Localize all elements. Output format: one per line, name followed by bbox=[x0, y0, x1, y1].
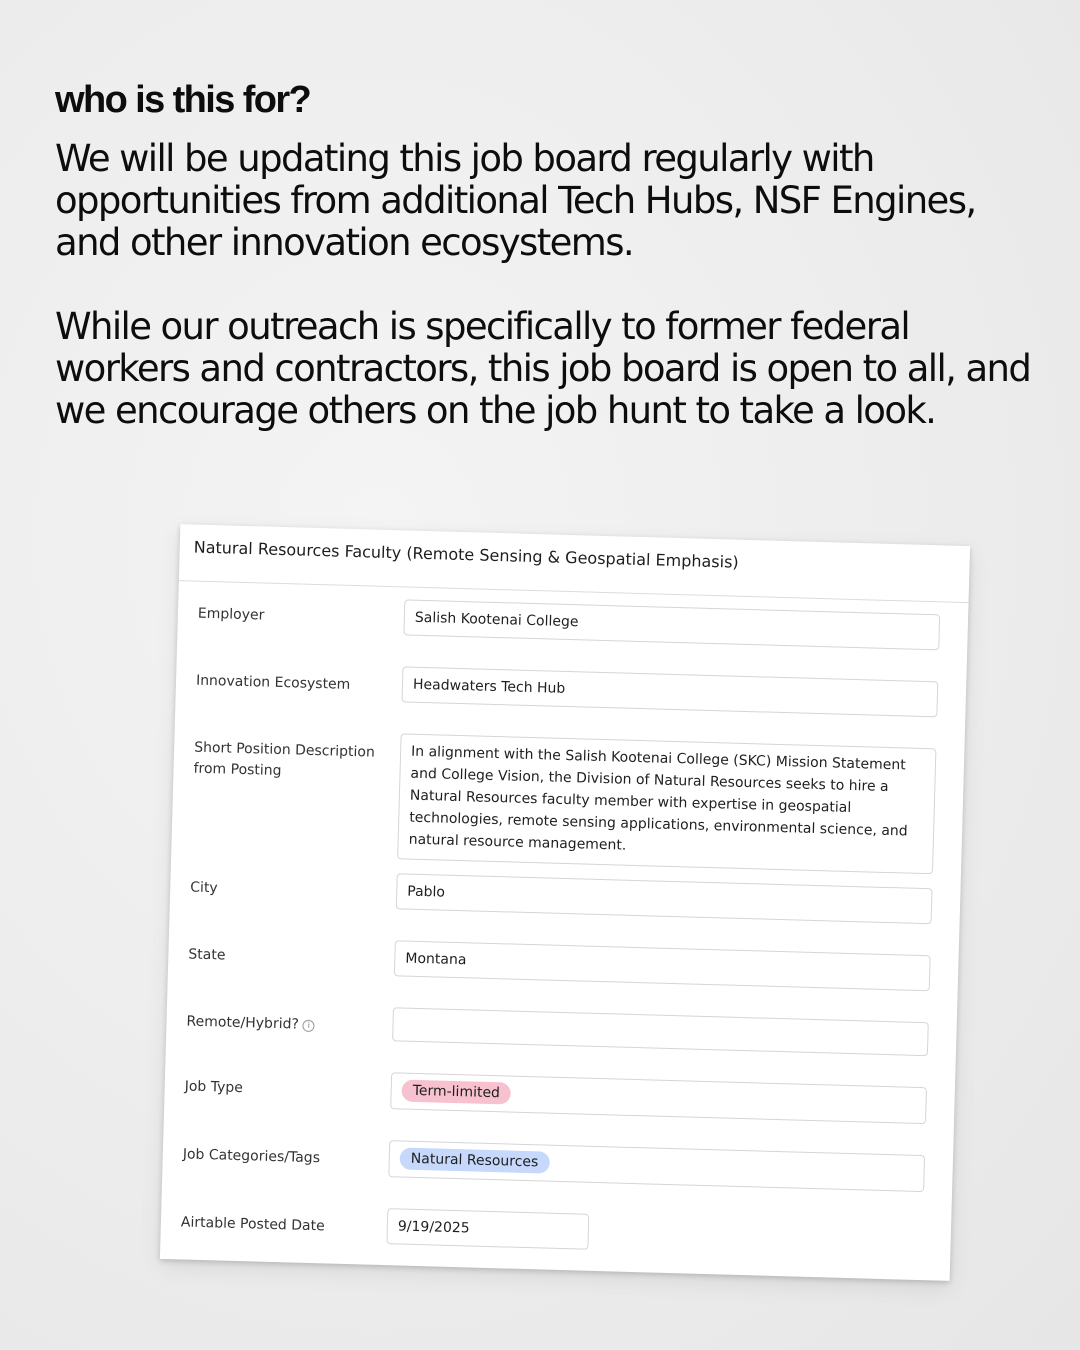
posted-date-field[interactable]: 9/19/2025 bbox=[386, 1208, 589, 1250]
remote-field[interactable] bbox=[392, 1007, 929, 1056]
field-row-posted-date bbox=[160, 1202, 951, 1260]
field-row-employer bbox=[177, 593, 968, 651]
remote-label-wrap bbox=[186, 1001, 393, 1038]
intro-paragraph-2: While our outreach is specifically to former federal workers and contractors, this job board is open to all, and we encourage others on the job hunt to take a look. bbox=[55, 305, 1031, 432]
intro-section bbox=[55, 78, 1045, 432]
city-field[interactable]: Pablo bbox=[396, 873, 933, 924]
description-field[interactable]: In alignment with the Salish Kootenai College (SKC) Mission Statement and College Vision, the Division of Natural Resources seeks to hire a Natural Resources faculty member with expertise in geospatial technologies, remote sensing applications, environmental science, and natural resource management. bbox=[397, 733, 936, 874]
info-icon[interactable]: i bbox=[303, 1020, 315, 1032]
field-row-remote bbox=[166, 1001, 957, 1057]
field-row-city bbox=[170, 867, 961, 925]
city-label: City bbox=[190, 879, 218, 897]
field-row-categories bbox=[162, 1134, 953, 1193]
intro-paragraph-1: We will be updating this job board regularly with opportunities from additional Tech Hubs, NSF Engines, and other innovation ecosystems. bbox=[55, 137, 976, 264]
categories-field[interactable] bbox=[388, 1140, 925, 1192]
field-row-state bbox=[168, 934, 959, 992]
state-field[interactable]: Montana bbox=[394, 940, 931, 991]
ecosystem-field[interactable]: Headwaters Tech Hub bbox=[402, 666, 939, 717]
posted-date-label: Airtable Posted Date bbox=[180, 1214, 325, 1235]
job-type-chip[interactable]: Term-limited bbox=[401, 1080, 511, 1105]
field-row-ecosystem bbox=[176, 660, 967, 718]
employer-field[interactable]: Salish Kootenai College bbox=[403, 599, 940, 650]
employer-label: Employer bbox=[197, 605, 265, 624]
job-type-field[interactable] bbox=[390, 1072, 927, 1124]
field-row-description bbox=[171, 727, 964, 875]
categories-label: Job Categories/Tags bbox=[182, 1146, 321, 1167]
intro-heading: who is this for? bbox=[55, 79, 311, 121]
field-row-job-type bbox=[164, 1066, 955, 1125]
description-label: Short Position Description from Posting bbox=[193, 739, 376, 780]
ecosystem-label: Innovation Ecosystem bbox=[195, 672, 351, 693]
state-label: State bbox=[188, 946, 226, 964]
job-type-label: Job Type bbox=[184, 1078, 244, 1097]
record-title: Natural Resources Faculty (Remote Sensing & Geospatial Emphasis) bbox=[179, 524, 970, 603]
categories-chip[interactable]: Natural Resources bbox=[399, 1147, 549, 1173]
remote-label: Remote/Hybrid? bbox=[186, 1013, 300, 1033]
job-record-card bbox=[160, 524, 970, 1281]
